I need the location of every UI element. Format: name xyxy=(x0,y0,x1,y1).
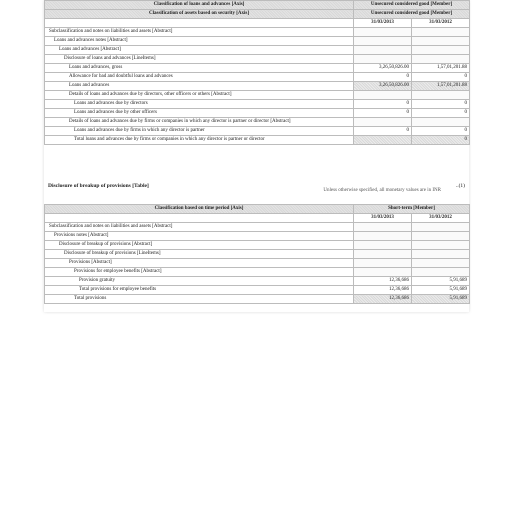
table-row xyxy=(45,100,470,109)
table-row xyxy=(45,118,470,127)
table-row xyxy=(45,109,470,118)
value-2013 xyxy=(354,250,412,259)
table-row xyxy=(45,136,470,145)
row-label: Total provisions for employee benefits xyxy=(45,286,354,295)
date-col-2013: 31/03/2013 xyxy=(354,19,412,28)
value-2013: 0 xyxy=(354,109,412,118)
value-2013 xyxy=(354,223,412,232)
value-2012 xyxy=(412,223,470,232)
row-label: Loans and advances, gross xyxy=(45,64,354,73)
value-2012 xyxy=(412,232,470,241)
date-col-2013: 31/03/2013 xyxy=(354,214,412,223)
axis-header-row xyxy=(45,205,470,214)
section-title: Disclosure of breakup of provisions [Table] xyxy=(48,183,149,189)
page-marker: ..(1) xyxy=(455,183,465,189)
row-label: Disclosure of loans and advances [LineItems] xyxy=(45,55,354,64)
table-row xyxy=(45,277,470,286)
row-label: Total loans and advances due by firms or companies in which any director is partner or director xyxy=(45,136,354,145)
date-header-blank xyxy=(45,214,354,223)
value-2012: 1,57,01,201.88 xyxy=(412,82,470,91)
value-2012 xyxy=(412,259,470,268)
value-2012 xyxy=(412,55,470,64)
row-label: Subclassification and notes on liabilities and assets [Abstract] xyxy=(45,223,354,232)
value-2012: 5,91,689 xyxy=(412,295,470,304)
value-2012: 5,91,689 xyxy=(412,277,470,286)
value-2012 xyxy=(412,268,470,277)
row-label: Provision gratuity xyxy=(45,277,354,286)
currency-note: Unless otherwise specified, all monetary values are in INR xyxy=(323,188,441,193)
table-row xyxy=(45,46,470,55)
value-2013: 12,36,686 xyxy=(354,286,412,295)
value-2012: 0 xyxy=(412,109,470,118)
table-row xyxy=(45,91,470,100)
axis-member: Short-term [Member] xyxy=(354,205,470,214)
value-2012: 0 xyxy=(412,100,470,109)
value-2013 xyxy=(354,232,412,241)
loans-advances-table xyxy=(44,0,470,145)
value-2012: 0 xyxy=(412,127,470,136)
row-label: Loans and advances due by other officers xyxy=(45,109,354,118)
table-row xyxy=(45,250,470,259)
row-label: Loans and advances xyxy=(45,82,354,91)
row-label: Details of loans and advances due by directors, other officers or others [Abstract] xyxy=(45,91,354,100)
value-2012: 0 xyxy=(412,73,470,82)
value-2012: 1,57,01,201.88 xyxy=(412,64,470,73)
row-label: Provisions for employee benefits [Abstract] xyxy=(45,268,354,277)
value-2013 xyxy=(354,241,412,250)
row-label: Loans and advances due by firms in which any director is partner xyxy=(45,127,354,136)
value-2012 xyxy=(412,118,470,127)
date-col-2012: 31/03/2012 xyxy=(412,214,470,223)
value-2013 xyxy=(354,268,412,277)
date-header-blank xyxy=(45,19,354,28)
table-row xyxy=(45,82,470,91)
value-2013: 12,36,686 xyxy=(354,277,412,286)
table-row xyxy=(45,127,470,136)
table-header-row xyxy=(45,1,470,10)
date-col-2012: 31/03/2012 xyxy=(412,19,470,28)
table-row xyxy=(45,232,470,241)
value-2013: 0 xyxy=(354,73,412,82)
header-title: Classification of loans and advances [Axis] xyxy=(45,1,354,10)
value-2013: 3,26,50,826.00 xyxy=(354,82,412,91)
axis-title: Classification of assets based on security [Axis] xyxy=(45,10,354,19)
value-2013: 3,26,50,826.00 xyxy=(354,64,412,73)
header-member: Unsecured considered good [Member] xyxy=(354,1,470,10)
value-2013 xyxy=(354,46,412,55)
row-label: Details of loans and advances due by firms or companies in which any director is partner or director [Abstract] xyxy=(45,118,354,127)
value-2012 xyxy=(412,250,470,259)
row-label: Loans and advances notes [Abstract] xyxy=(45,37,354,46)
table-row xyxy=(45,241,470,250)
document-page xyxy=(44,0,469,312)
table-row xyxy=(45,286,470,295)
value-2012 xyxy=(412,37,470,46)
row-label: Subclassification and notes on liabilities and assets [Abstract] xyxy=(45,28,354,37)
table-row xyxy=(45,55,470,64)
axis-header-row xyxy=(45,10,470,19)
value-2013 xyxy=(354,118,412,127)
table-row xyxy=(45,64,470,73)
row-label: Disclosure of breakup of provisions [Abstract] xyxy=(45,241,354,250)
row-label: Provisions notes [Abstract] xyxy=(45,232,354,241)
table-row xyxy=(45,259,470,268)
row-label: Loans and advances due by directors xyxy=(45,100,354,109)
value-2013 xyxy=(354,259,412,268)
table-row xyxy=(45,37,470,46)
value-2012 xyxy=(412,241,470,250)
value-2012: 5,91,689 xyxy=(412,286,470,295)
value-2012 xyxy=(412,28,470,37)
provisions-table xyxy=(44,204,470,304)
value-2012: 0 xyxy=(412,136,470,145)
value-2013: 0 xyxy=(354,127,412,136)
row-label: Provisions [Abstract] xyxy=(45,259,354,268)
value-2013: 0 xyxy=(354,100,412,109)
table-row xyxy=(45,28,470,37)
date-header-row xyxy=(45,214,470,223)
table-row xyxy=(45,268,470,277)
value-2012 xyxy=(412,91,470,100)
value-2013: 12,36,686 xyxy=(354,295,412,304)
value-2013 xyxy=(354,55,412,64)
axis-member: Unsecured considered good [Member] xyxy=(354,10,470,19)
value-2013 xyxy=(354,136,412,145)
axis-title: Classification based on time period [Axis] xyxy=(45,205,354,214)
row-label: Disclosure of breakup of provisions [LineItems] xyxy=(45,250,354,259)
provisions-section-header xyxy=(44,178,469,194)
row-label: Loans and advances [Abstract] xyxy=(45,46,354,55)
row-label: Allowance for bad and doubtful loans and advances xyxy=(45,73,354,82)
value-2013 xyxy=(354,28,412,37)
value-2012 xyxy=(412,46,470,55)
date-header-row xyxy=(45,19,470,28)
table-row xyxy=(45,295,470,304)
row-label: Total provisions xyxy=(45,295,354,304)
table-row xyxy=(45,73,470,82)
value-2013 xyxy=(354,91,412,100)
value-2013 xyxy=(354,37,412,46)
table-row xyxy=(45,223,470,232)
